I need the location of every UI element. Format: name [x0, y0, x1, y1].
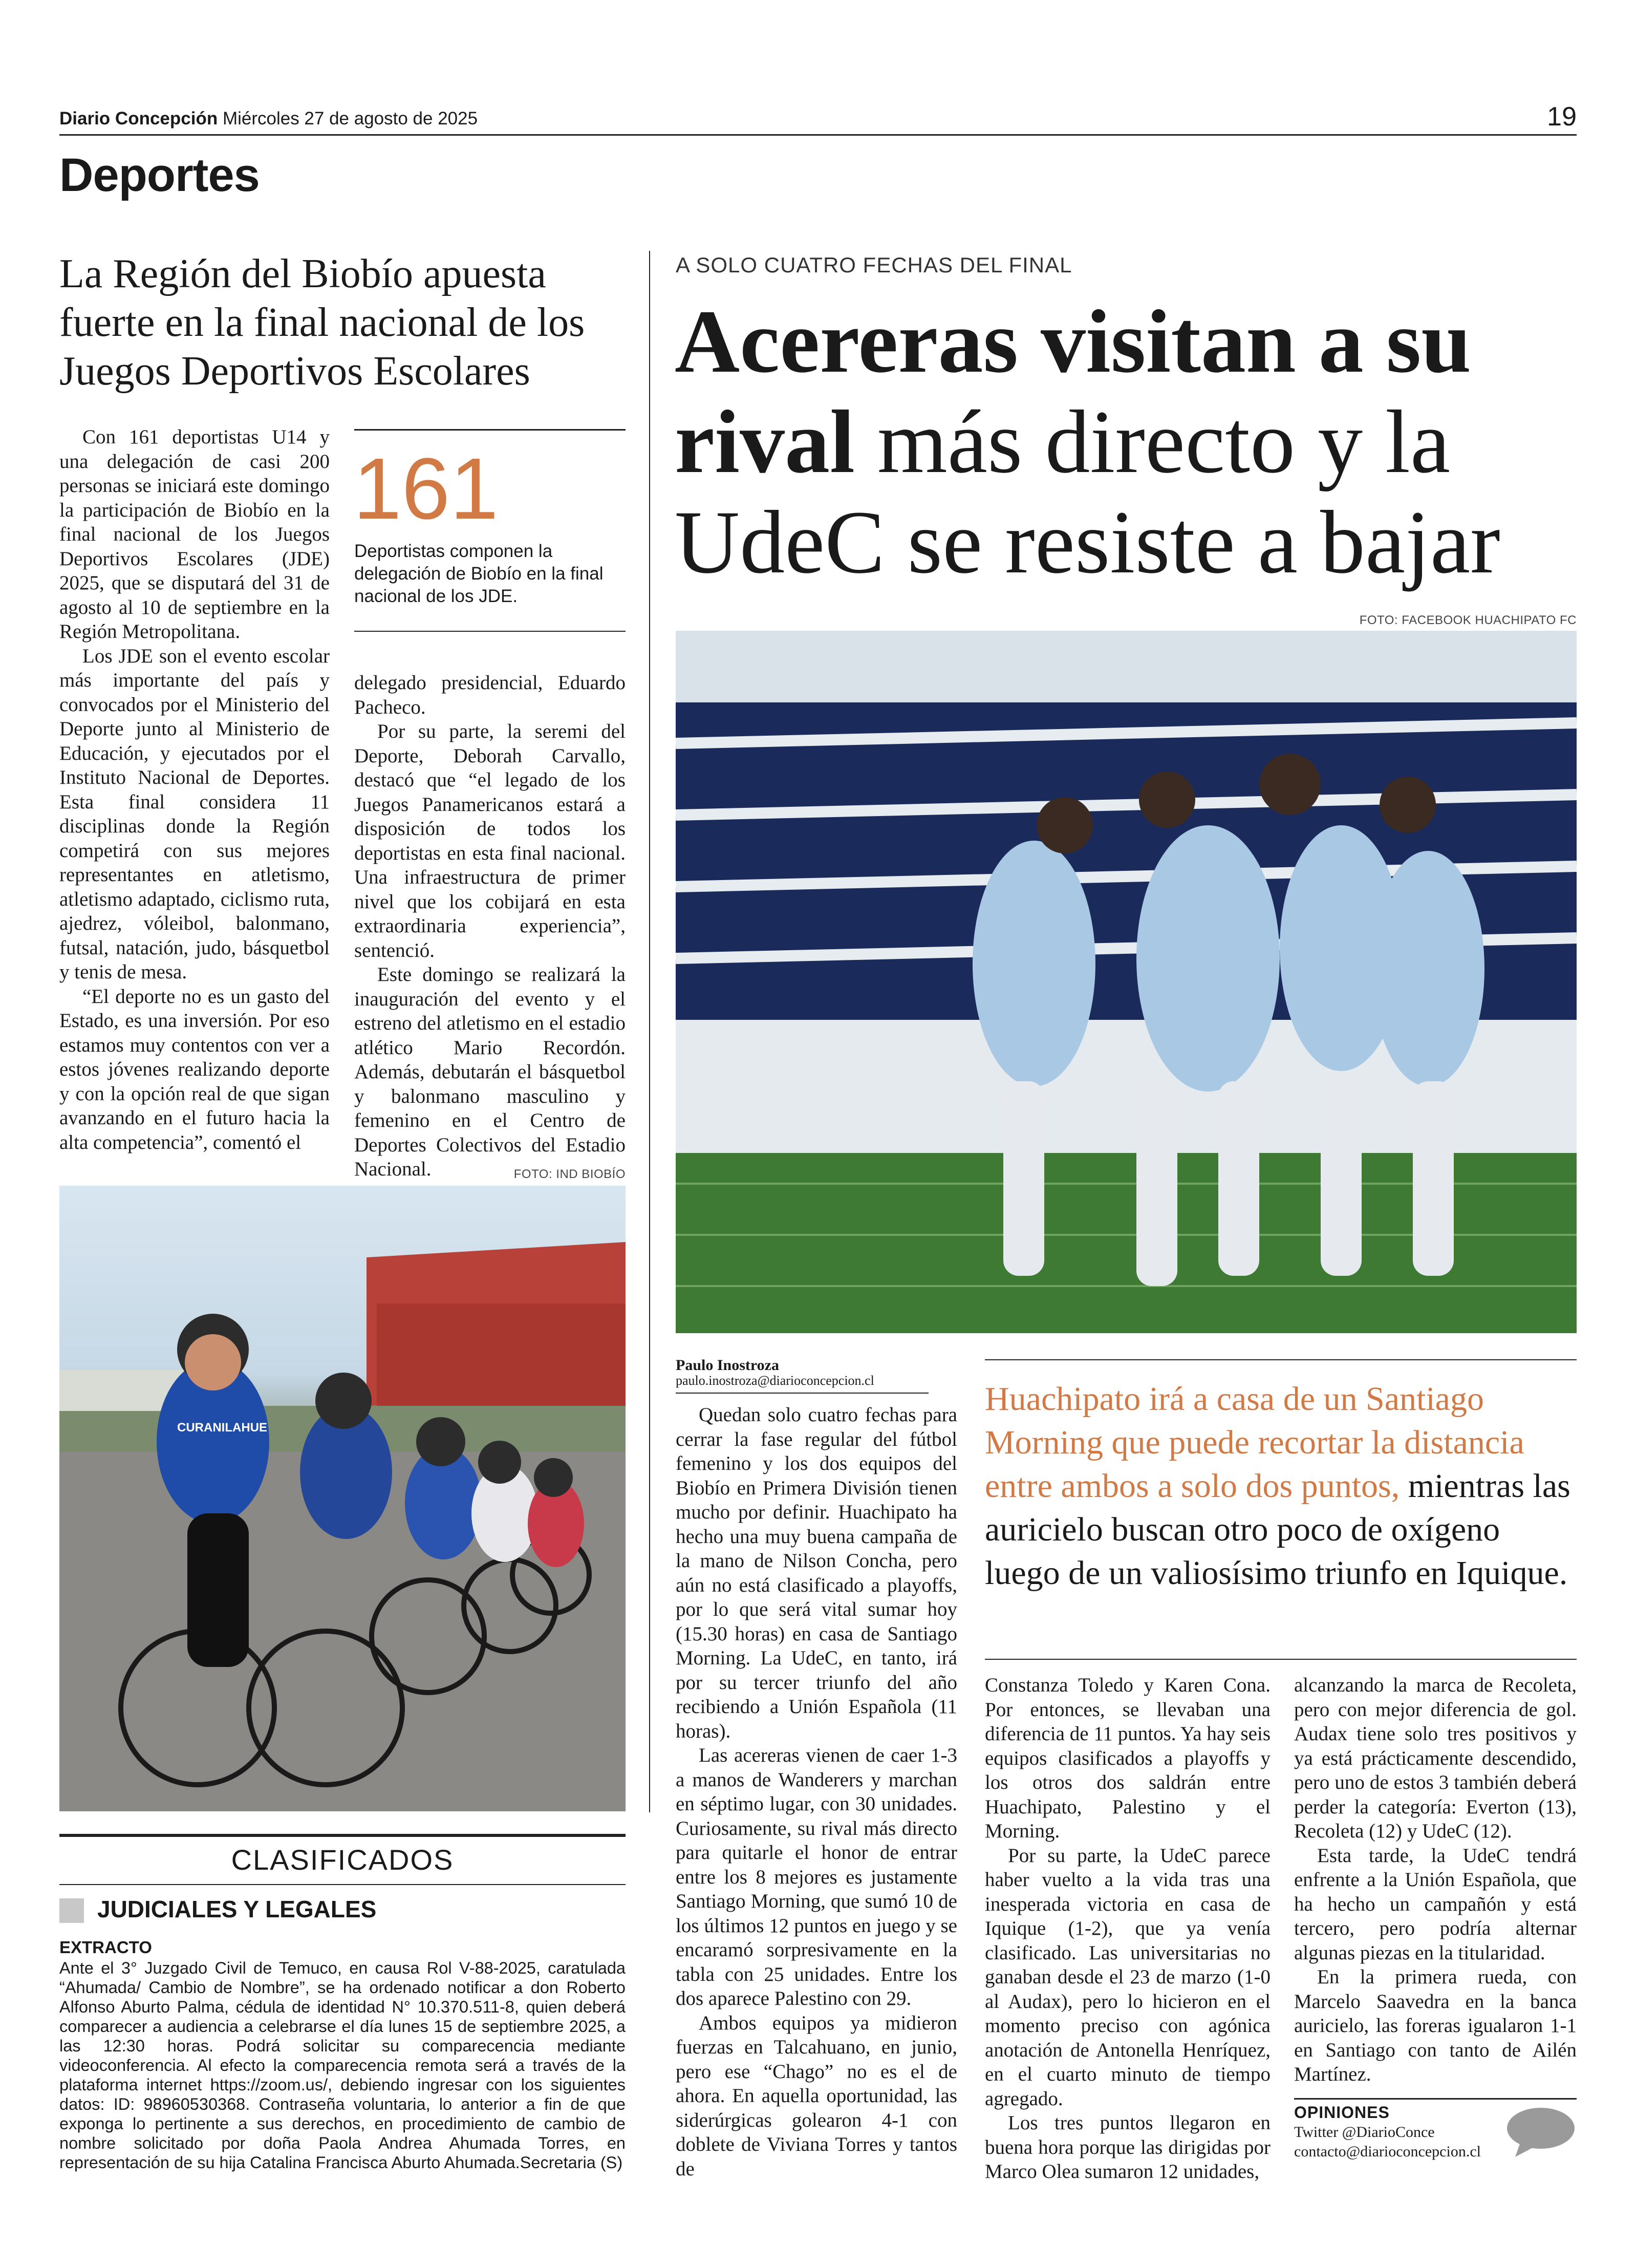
- opinions-rule: [1294, 2098, 1577, 2100]
- headline-light-2: más directo y la: [854, 392, 1451, 492]
- paragraph: Este domingo se realizará la inauguración del evento y el estreno del atletismo en el estadio atlético Mario Recordón. Además, debutarán el básquetbol y balonmano masculino y femenino en el Centro de Deportes Colectivos del Estadio Nacional.: [354, 964, 626, 1180]
- main-headline: [675, 292, 1581, 593]
- headline-light-3: UdeC se resiste a bajar: [675, 493, 1500, 592]
- main-column-3: [1294, 1673, 1577, 2087]
- page-number: 19: [1547, 102, 1577, 132]
- author: Paulo Inostroza: [676, 1357, 779, 1374]
- deck-bottom-rule: [985, 1659, 1577, 1660]
- kicker: A SOLO CUATRO FECHAS DEL FINAL: [676, 253, 1072, 277]
- category-marker: [59, 1898, 84, 1923]
- paragraph: Los JDE son el evento escolar más importante del país y convocados por el Ministerio del Deporte junto al Ministerio de Educación, y ejecutados por el Instituto Nacional de Deportes. Esta final considera 11 disciplinas donde la Región competirá con sus mejores representantes en atletismo, atletismo adaptado, ciclismo ruta, ajedrez, vóleibol, balonmano, futsal, natación, judo, básquetbol y tenis de mesa.: [59, 645, 330, 983]
- paragraph: Con 161 deportistas U14 y una delegación de casi 200 personas se iniciará este domingo la participación de Biobío en la final nacional de los Juegos Deportivos Escolares (JDE) 2025, que se disputará del 31 de agosto al 10 de septiembre en la Región Metropolitana.: [59, 426, 330, 643]
- main-column-1: [676, 1403, 957, 2181]
- story-deck: [985, 1377, 1577, 1595]
- left-column-1: [59, 425, 330, 1154]
- masthead: [59, 109, 478, 129]
- paragraph: Constanza Toledo y Karen Cona. Por entonces, se llevaban una diferencia de 11 puntos. Ya hay seis equipos clasificados a playoffs y los otros dos saldrán entre Huachipato, Palestino y el Morning.: [985, 1674, 1271, 1842]
- football-photo: [676, 631, 1577, 1333]
- opinions-label: OPINIONES: [1294, 2103, 1390, 2122]
- classified-item-title: EXTRACTO: [59, 1938, 152, 1957]
- paragraph: Las acereras vienen de caer 1-3 a manos de Wanderers y marchan en séptimo lugar, con 30 unidades. Curiosamente, su rival más directo para quitarle el honor de entrar entre los 8 mejores es justamente Santiago Morning, que sumó 10 de los últimos 12 puntos en juego y se encaramó sorpresivamente en la tabla con 25 unidades. Entre los dos aparece Palestino con 29.: [676, 1744, 957, 2009]
- paragraph: Esta tarde, la UdeC tendrá enfrente a la Unión Española, que ha hecho un campañón y está tercero, pero podría alternar algunas piezas en la titularidad.: [1294, 1844, 1577, 1964]
- cycling-photo: [59, 1186, 626, 1811]
- opinions-twitter[interactable]: Twitter @DiarioConce: [1294, 2124, 1435, 2141]
- paragraph: Los tres puntos llegaron en buena hora porque las dirigidas por Marco Olea sumaron 12 unidades,: [985, 2112, 1271, 2183]
- factbox-number: 161: [353, 440, 499, 538]
- author-email: paulo.inostroza@diarioconcepcion.cl: [676, 1373, 874, 1388]
- paragraph: “El deporte no es un gasto del Estado, es una inversión. Por eso estamos muy contentos con ver a estos jóvenes realizando deporte y con la opción real de que sigan avanzando en el futuro hacia la alta competencia”, comentó el: [59, 985, 330, 1153]
- cycling-photo-credit: FOTO: IND BIOBÍO: [513, 1167, 626, 1181]
- speech-bubble-icon: [1505, 2107, 1577, 2160]
- paper-name: Diario Concepción: [59, 109, 218, 129]
- factbox-text: Deportistas componen la delegación de Biobío en la final nacional de los JDE.: [354, 541, 604, 606]
- factbox-top-rule: [354, 429, 626, 431]
- opinions-email[interactable]: contacto@diarioconcepcion.cl: [1294, 2143, 1481, 2160]
- left-column-2: [354, 671, 626, 1182]
- paragraph: Por su parte, la seremi del Deporte, Deborah Carvallo, destacó que “el legado de los Juegos Panamericanos estará a disposición de todos los deportistas en esta final nacional. Una infraestructura de primer nivel que los cobijará en esta extraordinaria experiencia”, sentenció.: [354, 720, 626, 961]
- column-divider: [649, 251, 650, 1812]
- paragraph: Ambos equipos ya midieron fuerzas en Talcahuano, en junio, pero ese “Chago” no es el de ahora. En aquella oportunidad, las siderúrgicas golearon 4-1 con doblete de Viviana Torres y tantos de: [676, 2012, 957, 2180]
- classifieds-category: JUDICIALES Y LEGALES: [97, 1896, 377, 1922]
- classifieds-divider: [59, 1884, 626, 1885]
- classifieds-top-rule: [59, 1834, 626, 1837]
- classified-item-text: Ante el 3° Juzgado Civil de Temuco, en causa Rol V-88-2025, caratulada “Ahumada/ Cambio de Nombre”, se ha ordenado notificar a don Roberto Alfonso Aburto Palma, cédula de identidad N° 10.370.511-8, quien deberá comparecer a audiencia a celebrarse el día lunes 15 de septiembre 2025, a las 12:30 horas. Podrá solicitar su comparecencia mediante videoconferencia. Al efecto la comparecencia remota será a través de la plataforma internet https://zoom.us/, debiendo ingresar con los siguientes datos: ID: 98960530368. Contraseña voluntaria, lo anterior a fin de que exponga lo pertinente a sus derechos, en procedimiento de cambio de nombre solicitado por doña Paola Andrea Ahumada Torres, en representación de su hija Catalina Francisca Aburto Ahumada.Secretaria (S): [59, 1959, 626, 2172]
- factbox-bottom-rule: [354, 631, 626, 632]
- paragraph: En la primera rueda, con Marcelo Saavedra en la banca auricielo, las foreras igualaron 1-1 en Santiago con tanto de Ailén Martínez.: [1294, 1966, 1577, 2085]
- masthead-rule: [59, 134, 1577, 136]
- issue-date: Miércoles 27 de agosto de 2025: [222, 109, 478, 129]
- main-column-2: [985, 1673, 1271, 2184]
- section-title: Deportes: [59, 149, 260, 201]
- paragraph: Por su parte, la UdeC parece haber vuelto a la vida tras una inesperada victoria en casa de Iquique (1-2), que ya venía clasificado. Las universitarias no ganaban desde el 23 de marzo (1-0 al Audax), pero lo hicieron en el momento preciso con agónica anotación de Antonella Henríquez, en el cuarto minuto de tiempo agregado.: [985, 1844, 1271, 2110]
- paragraph: Quedan solo cuatro fechas para cerrar la fase regular del fútbol femenino y los dos equipos del Biobío en Primera División tienen mucho por definir. Huachipato ha hecho una muy buena campaña de la mano de Nilson Concha, pero aún no está clasificado a playoffs, por lo que será vital sumar hoy (15.30 horas) en casa de Santiago Morning. La UdeC, en tanto, irá por su tercer triunfo del año recibiendo a Unión Española (11 horas).: [676, 1404, 957, 1742]
- jersey-text: CURANILAHUE: [177, 1421, 267, 1435]
- classifieds-title: CLASIFICADOS: [231, 1844, 454, 1876]
- paragraph: delegado presidencial, Eduardo Pacheco.: [354, 672, 626, 718]
- deck-rest: mientras las auricielo buscan otro poco de oxígeno luego de un valiosísimo triunfo en Iquique.: [985, 1467, 1570, 1592]
- byline-rule: [676, 1393, 929, 1394]
- headline-bold-1: Acereras visitan a su: [675, 292, 1472, 392]
- deck-highlight: Huachipato irá a casa de un Santiago Morning que puede recortar la distancia entre ambos a solo dos puntos,: [985, 1380, 1524, 1505]
- paragraph: alcanzando la marca de Recoleta, pero con mejor diferencia de gol. Audax tiene solo tres positivos y ya está prácticamente descendido, pero uno de estos 3 también deberá perder la categoría: Everton (13), Recoleta (12) y UdeC (12).: [1294, 1674, 1577, 1842]
- main-photo-credit: FOTO: FACEBOOK HUACHIPATO FC: [1359, 613, 1577, 627]
- left-headline: La Región del Biobío apuesta fuerte en la final nacional de los Juegos Deportivos Escolares: [59, 251, 585, 394]
- deck-top-rule: [985, 1359, 1577, 1360]
- headline-bold-2: rival: [675, 392, 855, 492]
